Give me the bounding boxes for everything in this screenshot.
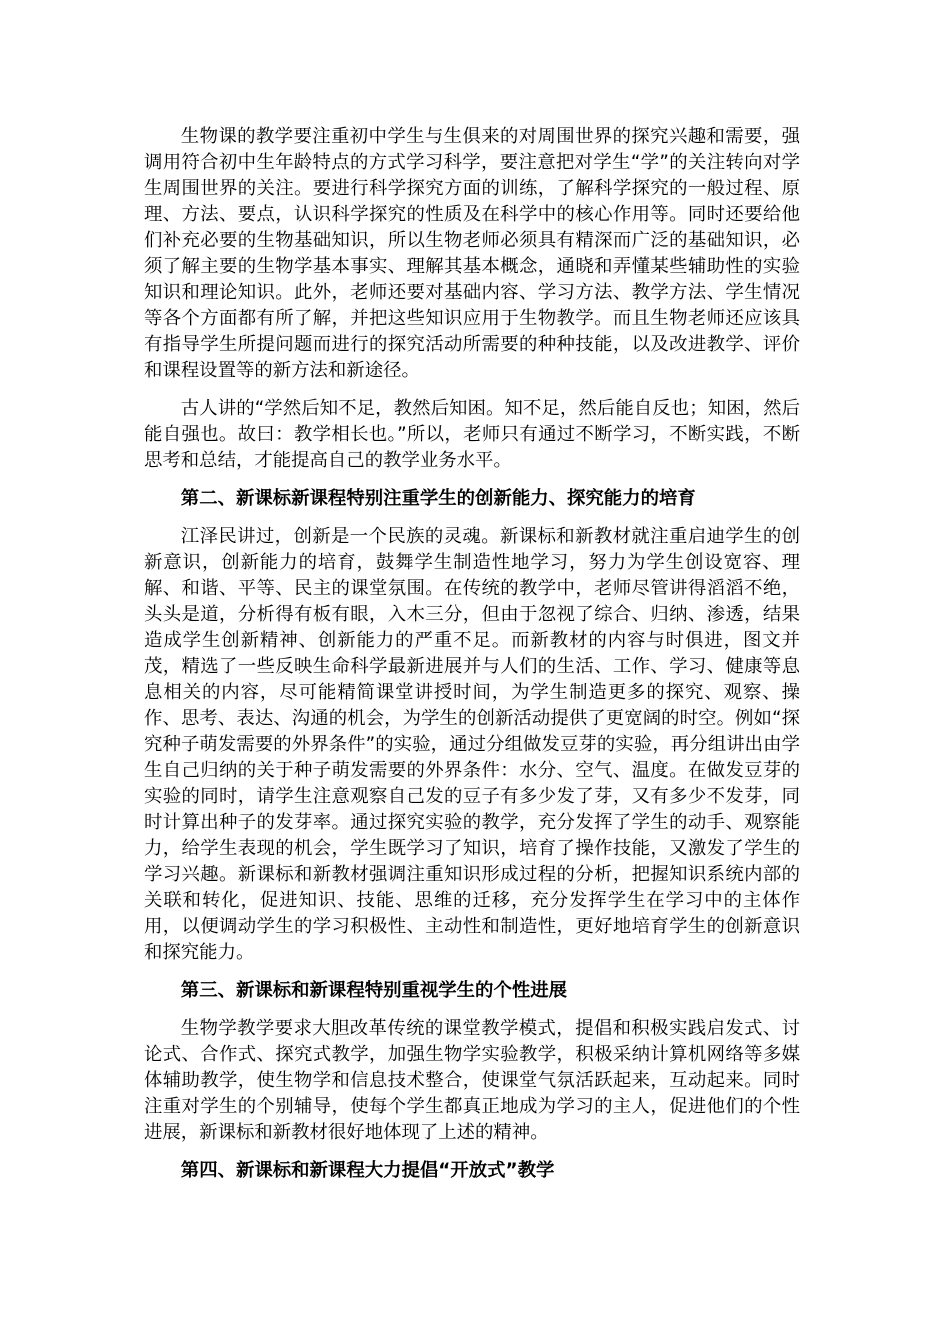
paragraph-individuality: 生物学教学要求大胆改革传统的课堂教学模式，提倡和积极实践启发式、讨论式、合作式、探究式教学，加强生物学实验教学，积极采纳计算机网络等多媒体辅助教学，使生物学和信息技术整合，使课堂气氛活跃起来，互动起来。同时注重对学生的个别辅导，使每个学生都真正地成为学习的主人，促进他们的个性进展，新课标和新教材很好地体现了上述的精神。 [144, 1018, 800, 1143]
section-heading-4: 第四、新课标和新课程大力提倡“开放式”教学 [180, 1160, 555, 1181]
paragraph-biology-teaching: 生物课的教学要注重初中学生与生俱来的对周围世界的探究兴趣和需要，强调用符合初中生年龄特点的方式学习科学，要注意把对学生“学”的关注转向对学生周围世界的关注。要进行科学探究方面的训练，了解科学探究的一般过程、原理、方法、要点，认识科学探究的性质及在科学中的核心作用等。同时还要给他们补充必要的生物基础知识，所以生物老师必须具有精深而广泛的基础知识，必须了解主要的生物学基本事实、理解其基本概念，通晓和弄懂某些辅助性的实验知识和理论知识。此外，老师还要对基础内容、学习方法、教学方法、学生情况等各个方面都有所了解，并把这些知识应用于生物教学。而且生物老师还应该具有指导学生所提问题而进行的探究活动所需要的种种技能，以及改进教学、评价和课程设置等的新方法和新途径。 [144, 126, 800, 381]
paragraph-innovation: 江泽民讲过，创新是一个民族的灵魂。新课标和新教材就注重启迪学生的创新意识，创新能力的培育，鼓舞学生制造性地学习，努力为学生创设宽容、理解、和谐、平等、民主的课堂氛围。在传统的教学中，老师尽管讲得滔滔不绝，头头是道，分析得有板有眼，入木三分，但由于忽视了综合、归纳、渗透，结果造成学生创新精神、创新能力的严重不足。而新教材的内容与时俱进，图文并茂，精选了一些反映生命科学最新进展并与人们的生活、工作、学习、健康等息息相关的内容，尽可能精简课堂讲授时间，为学生制造更多的探究、观察、操作、思考、表达、沟通的机会，为学生的创新活动提供了更宽阔的时空。例如“探究种子萌发需要的外界条件”的实验，通过分组做发豆芽的实验，再分组讲出由学生自己归纳的关于种子萌发需要的外界条件：水分、空气、温度。在做发豆芽的实验的同时，请学生注意观察自己发的豆子有多少发了芽，又有多少不发芽，同时计算出种子的发芽率。通过探究实验的教学，充分发挥了学生的动手、观察能力，给学生表现的机会，学生既学习了知识，培育了操作技能，又激发了学生的学习兴趣。新课标和新教材强调注重知识形成过程的分析，把握知识系统内部的关联和转化，促进知识、技能、思维的迁移，充分发挥学生在学习中的主体作用，以便调动学生的学习积极性、主动性和制造性，更好地培育学生的创新意识和探究能力。 [144, 526, 800, 963]
section-heading-2: 第二、新课标新课程特别注重学生的创新能力、探究能力的培育 [180, 488, 696, 509]
section-heading-3: 第三、新课标和新课程特别重视学生的个性进展 [180, 980, 568, 1001]
document-page [144, 124, 800, 1196]
paragraph-ancient-saying: 古人讲的“学然后知不足，教然后知困。知不足，然后能自反也；知困，然后能自强也。故曰：教学相长也。”所以，老师只有通过不断学习，不断实践，不断思考和总结，才能提高自己的教学业务水平。 [144, 398, 800, 471]
